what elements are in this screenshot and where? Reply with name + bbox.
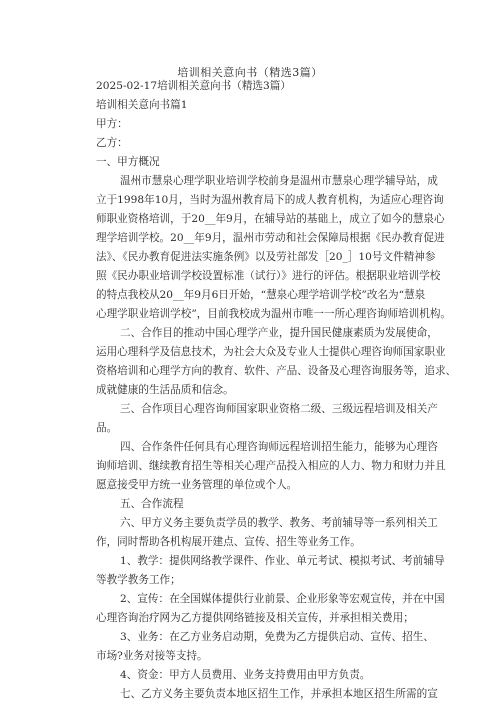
paragraph-line: 心理咨询治疗网为乙方提供网络链接及相关宣传，并承担相关费用； — [96, 612, 414, 624]
heading-party-a-overview: 一、甲方概况 — [96, 156, 160, 168]
paragraph-line: 1、教学：提供网络教学课件、作业、单元考试、模拟考试、考前辅导 — [120, 555, 445, 567]
paragraph-line: 询师培训、继续教育招生等相关心理产品投入相应的人力、物力和财力并且 — [96, 460, 446, 472]
paragraph-line: 立于1998年10月，当时为温州教育局下的成人教育机构，为适应心理咨询 — [96, 194, 444, 206]
paragraph-line: 二、合作目的推动中国心理学产业，提升国民健康素质为发展使命， — [120, 327, 438, 339]
paragraph-line: 温州市慧泉心理学职业培训学校前身是温州市慧泉心理学辅导站，成 — [120, 175, 438, 187]
paragraph-line: 六、甲方义务主要负责学员的教学、教务、考前辅导等一系列相关工 — [120, 517, 438, 529]
paragraph-line: 七、乙方义务主要负责本地区招生工作，并承担本地区招生所需的宣 — [120, 688, 438, 700]
paragraph-line: 市场?业务对接等支持。 — [96, 650, 208, 662]
paragraph-line: 3、业务：在乙方业务启动期，免费为乙方提供启动、宣传、招生、 — [120, 631, 434, 643]
paragraph-line: 四、合作条件任何具有心理咨询师远程培训招生能力，能够为心理咨 — [120, 441, 438, 453]
party-a-label: 甲方： — [96, 118, 128, 130]
paragraph-line: 师职业资格培训，于20__年9月，在辅导站的基础上，成立了如今的慧泉心 — [96, 213, 445, 225]
paragraph-line: 运用心理科学及信息技术，为社会大众及专业人士提供心理咨询师国家职业 — [96, 346, 446, 358]
section-title: 培训相关意向书篇1 — [96, 99, 188, 111]
paragraph-line: 愿意接受甲方统一业务管理的单位或个人。 — [96, 479, 298, 491]
paragraph-line: 理学培训学校。20__年9月，温州市劳动和社会保障局根据《民办教育促进 — [96, 232, 445, 244]
paragraph-line: 心理学职业培训学校”，目前我校成为温州市唯一一所心理咨询师培训机构。 — [96, 308, 452, 320]
date-line: 2025-02-17培训相关意向书（精选3篇） — [96, 80, 291, 92]
paragraph-line: 作，同时帮助各机构展开建点、宣传、招生等业务工作。 — [96, 536, 361, 548]
paragraph-line: 三、合作项目心理咨询师国家职业资格二级、三级远程培训及相关产 — [120, 403, 438, 415]
paragraph-line: 五、合作流程 — [120, 498, 184, 510]
paragraph-line: 法》、《民办教育促进法实施条例》以及劳社部发［20_］10号文件精神参 — [96, 251, 436, 263]
paragraph-line: 照《民办职业培训学校设置标准（试行）》进行的评估。根据职业培训学校 — [96, 270, 441, 282]
paragraph-line: 的特点我校从20__年9月6日开始，“慧泉心理学培训学校”改名为“慧泉 — [96, 289, 426, 301]
paragraph-line: 2、宣传：在全国媒体提供行业前景、企业形象等宏观宣传，并在中国 — [120, 593, 445, 605]
paragraph-line: 品。 — [96, 422, 118, 434]
paragraph-line: 等教学教务工作； — [96, 574, 181, 586]
paragraph-line: 资格培训和心理学方向的教育、软件、产品、设备及心理咨询服务等，追求、 — [96, 365, 457, 377]
paragraph-line: 4、资金：甲方人员费用、业务支持费用由甲方负责。 — [120, 669, 371, 681]
party-b-label: 乙方： — [96, 137, 128, 149]
paragraph-line: 成就健康的生活品质和信念。 — [96, 384, 234, 396]
document-title: 培训相关意向书（精选3篇） — [177, 66, 323, 79]
